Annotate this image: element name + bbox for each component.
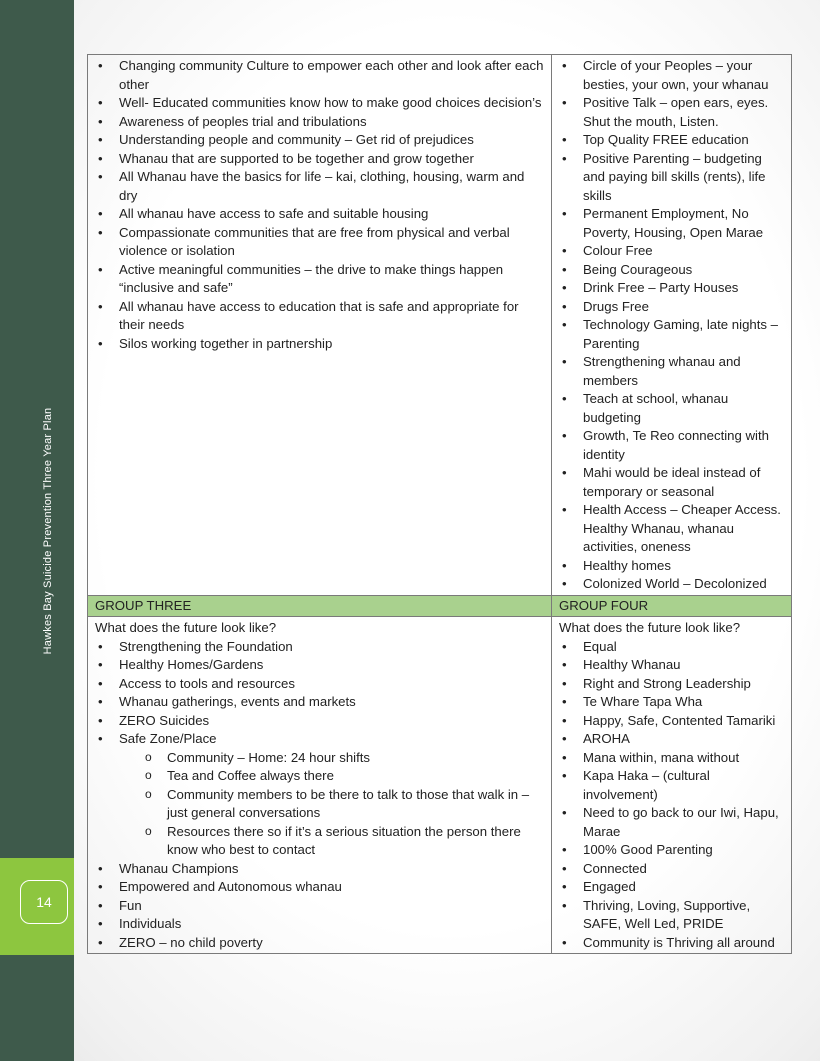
list-item: • Empowered and Autonomous whanau xyxy=(95,878,544,897)
list-item: • Being Courageous xyxy=(559,261,784,280)
list-item: • Compassionate communities that are free from physical and verbal violence or isolation xyxy=(95,224,544,261)
list-item: • Growth, Te Reo connecting with identity xyxy=(559,427,784,464)
list-item: • Whanau that are supported to be together and grow together xyxy=(95,150,544,169)
list-item: • Safe Zone/Place xyxy=(95,730,544,749)
list-item: • Silos working together in partnership xyxy=(95,335,544,354)
list-item: • Individuals xyxy=(95,915,544,934)
list-item: • Whanau gatherings, events and markets xyxy=(95,693,544,712)
list-item: • Engaged xyxy=(559,878,784,897)
list-item: • Understanding people and community – Get rid of prejudices xyxy=(95,131,544,150)
table-row xyxy=(88,55,792,596)
list-item: • Mana within, mana without xyxy=(559,749,784,768)
list-item: • 100% Good Parenting xyxy=(559,841,784,860)
list-item: • Active meaningful communities – the drive to make things happen “inclusive and safe” xyxy=(95,261,544,298)
list-item: • Fun xyxy=(95,897,544,916)
list-item: • Strengthening whanau and members xyxy=(559,353,784,390)
list-item: • Connected xyxy=(559,860,784,879)
top-left-cell xyxy=(88,55,552,596)
list-item: • Healthy Whanau xyxy=(559,656,784,675)
list-item: • Teach at school, whanau budgeting xyxy=(559,390,784,427)
list-item: • Positive Parenting – budgeting and paying bill skills (rents), life skills xyxy=(559,150,784,206)
table-row xyxy=(88,617,792,954)
bullet-list xyxy=(559,57,784,594)
list-item: • Well- Educated communities know how to make good choices decision’s xyxy=(95,94,544,113)
list-item: • Happy, Safe, Contented Tamariki xyxy=(559,712,784,731)
list-item: • Strengthening the Foundation xyxy=(95,638,544,657)
list-item: • Healthy Homes/Gardens xyxy=(95,656,544,675)
list-item: • All Whanau have the basics for life – kai, clothing, housing, warm and dry xyxy=(95,168,544,205)
list-item: • ZERO Suicides xyxy=(95,712,544,731)
group-four-question: What does the future look like? xyxy=(559,620,741,635)
list-item: • AROHA xyxy=(559,730,784,749)
list-item: • Permanent Employment, No Poverty, Housing, Open Marae xyxy=(559,205,784,242)
group-header-row xyxy=(88,595,792,617)
list-item: • Colonized World – Decolonized xyxy=(559,575,784,594)
sub-list-container xyxy=(95,749,544,860)
list-item: o Tea and Coffee always there xyxy=(95,767,544,786)
list-item: • Whanau Champions xyxy=(95,860,544,879)
list-item: • Colour Free xyxy=(559,242,784,261)
list-item: • Healthy homes xyxy=(559,557,784,576)
page-number: 14 xyxy=(20,880,68,924)
document-title-vertical: Hawkes Bay Suicide Prevention Three Year Plan xyxy=(42,407,54,655)
list-item: • Drugs Free xyxy=(559,298,784,317)
group-three-cell xyxy=(88,617,552,954)
list-item: • Awareness of peoples trial and tribulations xyxy=(95,113,544,132)
list-item: • Mahi would be ideal instead of temporary or seasonal xyxy=(559,464,784,501)
list-item: o Community – Home: 24 hour shifts xyxy=(95,749,544,768)
list-item: • Changing community Culture to empower each other and look after each other xyxy=(95,57,544,94)
list-item: • Circle of your Peoples – your besties, your own, your whanau xyxy=(559,57,784,94)
group-three-header: GROUP THREE xyxy=(88,595,552,617)
list-item: • Positive Talk – open ears, eyes. Shut the mouth, Listen. xyxy=(559,94,784,131)
list-item: • Need to go back to our Iwi, Hapu, Marae xyxy=(559,804,784,841)
list-item: • Right and Strong Leadership xyxy=(559,675,784,694)
list-item: • Technology Gaming, late nights – Parenting xyxy=(559,316,784,353)
list-item: • Kapa Haka – (cultural involvement) xyxy=(559,767,784,804)
bullet-list xyxy=(95,57,544,353)
groups-table xyxy=(87,54,792,954)
list-item: o Resources there so if it’s a serious situation the person there know who best to contact xyxy=(95,823,544,860)
list-item: • ZERO – no child poverty xyxy=(95,934,544,953)
list-item: • Community is Thriving all around xyxy=(559,934,784,953)
list-item: • Te Whare Tapa Wha xyxy=(559,693,784,712)
list-item: • All whanau have access to education that is safe and appropriate for their needs xyxy=(95,298,544,335)
bullet-list xyxy=(95,638,544,953)
list-item: • Health Access – Cheaper Access. Healthy Whanau, whanau activities, oneness xyxy=(559,501,784,557)
top-right-cell xyxy=(552,55,792,596)
bullet-list xyxy=(559,638,784,953)
list-item: • Equal xyxy=(559,638,784,657)
group-three-question: What does the future look like? xyxy=(95,620,277,635)
list-item: • Access to tools and resources xyxy=(95,675,544,694)
list-item: • Thriving, Loving, Supportive, SAFE, Well Led, PRIDE xyxy=(559,897,784,934)
list-item: • Top Quality FREE education xyxy=(559,131,784,150)
list-item: o Community members to be there to talk to those that walk in – just general conversations xyxy=(95,786,544,823)
group-four-header: GROUP FOUR xyxy=(552,595,792,617)
sub-bullet-list xyxy=(95,749,544,860)
group-four-cell xyxy=(552,617,792,954)
list-item: • All whanau have access to safe and suitable housing xyxy=(95,205,544,224)
list-item: • Drink Free – Party Houses xyxy=(559,279,784,298)
